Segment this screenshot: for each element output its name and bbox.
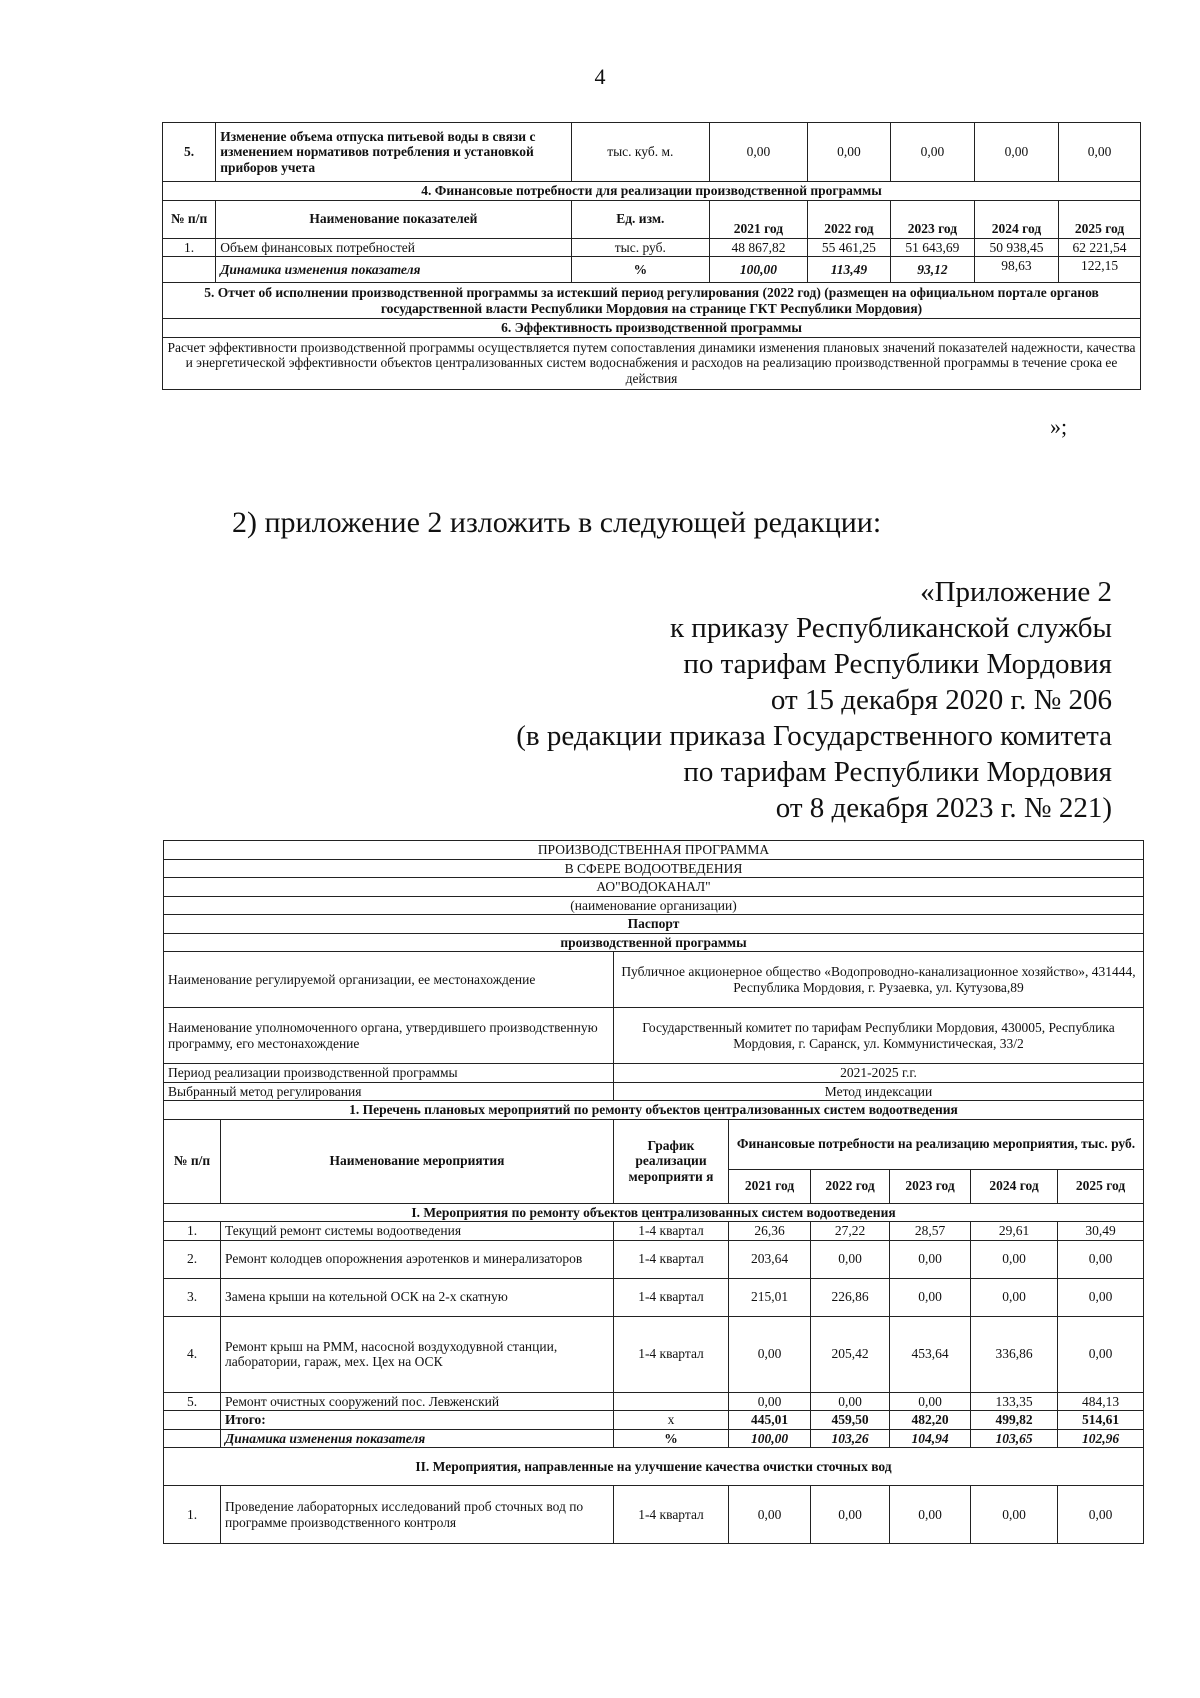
measure-name: Замена крыши на котельной ОСК на 2-х скатную — [221, 1278, 614, 1316]
header-year: 2025 год — [1058, 1169, 1144, 1203]
row-number: 1. — [164, 1486, 221, 1544]
header-year: 2023 год — [890, 1169, 971, 1203]
value-2023: 51 643,69 — [890, 238, 974, 257]
value-2023: 0,00 — [890, 1278, 971, 1316]
appendix-line: «Приложение 2 — [920, 576, 1112, 608]
total-label: Итого: — [221, 1411, 614, 1430]
schedule-cell — [614, 1392, 729, 1411]
table-row — [163, 123, 1141, 182]
header-num: № п/п — [163, 200, 216, 238]
value-2025: 0,00 — [1058, 1278, 1144, 1316]
table-row — [164, 1486, 1144, 1544]
value-2024: 336,86 — [971, 1316, 1058, 1392]
report-section: 5. Отчет об исполнении производственной программы за истекший период регулирования (2022 год) (размещен на официальном портале органов государственной власти Республики Мордовия на странице ГКТ Республики Мордовия) — [163, 283, 1141, 319]
value-2021: 203,64 — [729, 1240, 811, 1278]
header-name: Наименование показателей — [216, 200, 571, 238]
table-row — [164, 1222, 1144, 1241]
measure-name: Текущий ремонт системы водоотведения — [221, 1222, 614, 1241]
measure-name: Ремонт крыш на РММ, насосной воздуходувной станции, лаборатории, гараж, мех. Цех на ОСК — [221, 1316, 614, 1392]
header-year: 2025 год — [1059, 200, 1141, 238]
info-value: Публичное акционерное общество «Водопроводно-канализационное хозяйство», 431444, Республика Мордовия, г. Рузаевка, ул. Кутузова,89 — [614, 952, 1144, 1008]
info-row — [164, 1082, 1144, 1101]
appendix-line: от 15 декабря 2020 г. № 206 — [770, 684, 1112, 716]
value-2024: 0,00 — [974, 123, 1058, 182]
value-2021: 26,36 — [729, 1222, 811, 1241]
total-row — [164, 1411, 1144, 1430]
value-2025: 62 221,54 — [1059, 238, 1141, 257]
value-2024: 98,63 — [974, 257, 1058, 283]
section-title: 1. Перечень плановых мероприятий по ремонту объектов централизованных систем водоотведения — [164, 1101, 1144, 1120]
table-header-row — [163, 200, 1141, 238]
unit-cell: тыс. куб. м. — [571, 123, 709, 182]
section-title: 4. Финансовые потребности для реализации производственной программы — [163, 182, 1141, 201]
header-num: № п/п — [164, 1119, 221, 1203]
schedule-cell: 1-4 квартал — [614, 1222, 729, 1241]
info-label: Период реализации производственной программы — [164, 1064, 614, 1083]
value-2023: 28,57 — [890, 1222, 971, 1241]
header-year: 2023 год — [890, 200, 974, 238]
row-number: 5. — [163, 123, 216, 182]
schedule-cell: % — [614, 1429, 729, 1448]
table-row — [164, 1240, 1144, 1278]
passport-subtitle: производственной программы — [164, 933, 1144, 952]
value-2021: 0,00 — [729, 1316, 811, 1392]
appendix-line: (в редакции приказа Государственного комитета — [516, 720, 1112, 752]
page-number: 4 — [594, 64, 606, 89]
row-number: 1. — [163, 238, 216, 257]
appendix-line: по тарифам Республики Мордовия — [683, 756, 1112, 788]
schedule-cell: 1-4 квартал — [614, 1240, 729, 1278]
appendix-line: от 8 декабря 2023 г. № 221) — [775, 792, 1112, 824]
value-2022: 27,22 — [811, 1222, 890, 1241]
value-2023: 93,12 — [890, 257, 974, 283]
info-value: Государственный комитет по тарифам Республики Мордовия, 430005, Республика Мордовия, г. Саранск, ул. Коммунистическая, 33/2 — [614, 1008, 1144, 1064]
subsection-title: II. Мероприятия, направленные на улучшение качества очистки сточных вод — [164, 1448, 1144, 1486]
value-2023: 0,00 — [890, 123, 974, 182]
dynamics-label: Динамика изменения показателя — [216, 257, 571, 283]
schedule-cell: 1-4 квартал — [614, 1486, 729, 1544]
schedule-cell: х — [614, 1411, 729, 1430]
value-2022: 0,00 — [811, 1486, 890, 1544]
value-2021: 0,00 — [729, 1392, 811, 1411]
value-2022: 226,86 — [811, 1278, 890, 1316]
value-2022: 103,26 — [811, 1429, 890, 1448]
indicator-name: Изменение объема отпуска питьевой воды в связи с изменением нормативов потребления и установкой приборов учета — [216, 123, 571, 182]
table-header-row — [164, 1119, 1144, 1169]
value-2024: 29,61 — [971, 1222, 1058, 1241]
row-number: 5. — [164, 1392, 221, 1411]
indicator-name: Объем финансовых потребностей — [216, 238, 571, 257]
measure-name: Ремонт очистных сооружений пос. Левженский — [221, 1392, 614, 1411]
value-2022: 205,42 — [811, 1316, 890, 1392]
value-2024: 50 938,45 — [974, 238, 1058, 257]
header-year: 2021 год — [709, 200, 807, 238]
value-2023: 0,00 — [890, 1392, 971, 1411]
value-2025: 30,49 — [1058, 1222, 1144, 1241]
value-2021: 48 867,82 — [709, 238, 807, 257]
table-row — [164, 1278, 1144, 1316]
info-row — [164, 1008, 1144, 1064]
value-2021: 215,01 — [729, 1278, 811, 1316]
appendix-line: к приказу Республиканской службы — [669, 612, 1112, 644]
dynamics-row — [164, 1429, 1144, 1448]
value-2021: 100,00 — [729, 1429, 811, 1448]
header-year: 2022 год — [811, 1169, 890, 1203]
value-2025: 122,15 — [1059, 257, 1141, 283]
info-label: Наименование регулируемой организации, ее местонахождение — [164, 952, 614, 1008]
header-year: 2024 год — [971, 1169, 1058, 1203]
table-row — [163, 257, 1141, 283]
value-2023: 453,64 — [890, 1316, 971, 1392]
value-2024: 499,82 — [971, 1411, 1058, 1430]
value-2023: 104,94 — [890, 1429, 971, 1448]
program-title: ПРОИЗВОДСТВЕННАЯ ПРОГРАММА — [164, 841, 1144, 860]
value-2021: 100,00 — [709, 257, 807, 283]
value-2022: 459,50 — [811, 1411, 890, 1430]
program-subtitle: В СФЕРЕ ВОДООТВЕДЕНИЯ — [164, 859, 1144, 878]
appendix-line: по тарифам Республики Мордовия — [683, 648, 1112, 680]
value-2022: 0,00 — [811, 1392, 890, 1411]
info-value: Метод индексации — [614, 1082, 1144, 1101]
appendix-header — [352, 574, 1112, 826]
value-2025: 0,00 — [1058, 1240, 1144, 1278]
header-year: 2021 год — [729, 1169, 811, 1203]
value-2024: 0,00 — [971, 1486, 1058, 1544]
organization-caption: (наименование организации) — [164, 896, 1144, 915]
row-number: 4. — [164, 1316, 221, 1392]
header-year: 2022 год — [807, 200, 890, 238]
table-row — [164, 1392, 1144, 1411]
subsection-title: I. Мероприятия по ремонту объектов централизованных систем водоотведения — [164, 1203, 1144, 1222]
amendment-instruction: 2) приложение 2 изложить в следующей редакции: — [232, 506, 882, 539]
info-label: Наименование уполномоченного органа, утвердившего производственную программу, его местонахождение — [164, 1008, 614, 1064]
value-2021: 445,01 — [729, 1411, 811, 1430]
value-2022: 0,00 — [807, 123, 890, 182]
passport-title: Паспорт — [164, 915, 1144, 934]
dynamics-label: Динамика изменения показателя — [221, 1429, 614, 1448]
info-row — [164, 952, 1144, 1008]
value-2025: 0,00 — [1058, 1486, 1144, 1544]
closing-quote: »; — [1050, 414, 1068, 439]
schedule-cell: 1-4 квартал — [614, 1278, 729, 1316]
table-row — [163, 238, 1141, 257]
value-2025: 0,00 — [1059, 123, 1141, 182]
row-number: 3. — [164, 1278, 221, 1316]
production-program-table — [163, 840, 1144, 1544]
info-label: Выбранный метод регулирования — [164, 1082, 614, 1101]
measure-name: Ремонт колодцев опорожнения аэротенков и минерализаторов — [221, 1240, 614, 1278]
efficiency-text: Расчет эффективности производственной программы осуществляется путем сопоставления динамики изменения плановых значений показателей надежности, качества и энергетической эффективности объектов централизованных систем водоснабжения и расходов на реализацию производственной программы в течение срока ее действия — [163, 337, 1141, 389]
organization-name: АО"ВОДОКАНАЛ" — [164, 878, 1144, 897]
value-2021: 0,00 — [729, 1486, 811, 1544]
production-program-table-continued — [162, 122, 1141, 390]
info-row — [164, 1064, 1144, 1083]
value-2022: 0,00 — [811, 1240, 890, 1278]
table-row — [164, 1316, 1144, 1392]
value-2022: 55 461,25 — [807, 238, 890, 257]
schedule-cell: 1-4 квартал — [614, 1316, 729, 1392]
row-number: 1. — [164, 1222, 221, 1241]
value-2024: 133,35 — [971, 1392, 1058, 1411]
value-2024: 0,00 — [971, 1278, 1058, 1316]
value-2025: 484,13 — [1058, 1392, 1144, 1411]
unit-cell: % — [571, 257, 709, 283]
section-title: 6. Эффективность производственной программы — [163, 319, 1141, 338]
header-schedule: График реализации мероприяти я — [614, 1119, 729, 1203]
value-2023: 0,00 — [890, 1486, 971, 1544]
value-2021: 0,00 — [709, 123, 807, 182]
value-2025: 0,00 — [1058, 1316, 1144, 1392]
header-name: Наименование мероприятия — [221, 1119, 614, 1203]
measure-name: Проведение лабораторных исследований проб сточных вод по программе производственного контроля — [221, 1486, 614, 1544]
value-2024: 103,65 — [971, 1429, 1058, 1448]
header-financial-needs: Финансовые потребности на реализацию мероприятия, тыс. руб. — [729, 1119, 1144, 1169]
value-2023: 0,00 — [890, 1240, 971, 1278]
value-2024: 0,00 — [971, 1240, 1058, 1278]
value-2025: 102,96 — [1058, 1429, 1144, 1448]
value-2025: 514,61 — [1058, 1411, 1144, 1430]
value-2022: 113,49 — [807, 257, 890, 283]
info-value: 2021-2025 г.г. — [614, 1064, 1144, 1083]
unit-cell: тыс. руб. — [571, 238, 709, 257]
value-2023: 482,20 — [890, 1411, 971, 1430]
row-number: 2. — [164, 1240, 221, 1278]
header-unit: Ед. изм. — [571, 200, 709, 238]
header-year: 2024 год — [974, 200, 1058, 238]
